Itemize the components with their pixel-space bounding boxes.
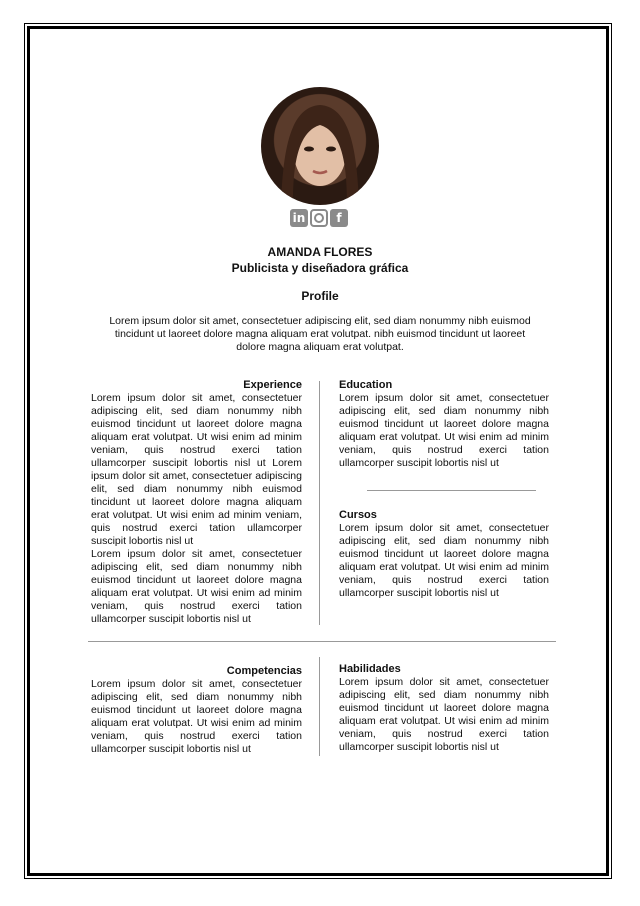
education-heading: Education: [339, 379, 393, 391]
section-divider-main: [88, 641, 556, 642]
portrait-image: [261, 87, 379, 205]
social-links: [290, 209, 348, 229]
experience-heading: Experience: [243, 379, 302, 391]
experience-text-2: Lorem ipsum dolor sit amet, consectetuer adipiscing elit, sed diam nonummy nibh euismod tincidunt ut laoreet dolore magna aliquam erat volutpat. Ut wisi enim ad minim veniam, quis nostrud exerci tation ullamcorper suscipit lobortis nisl ut: [91, 548, 302, 625]
cursos-section: [339, 509, 549, 600]
section-divider-right: [367, 490, 536, 491]
linkedin-icon[interactable]: in: [290, 209, 308, 227]
column-divider-top: [319, 381, 320, 625]
person-name: AMANDA FLORES: [267, 245, 373, 259]
experience-text-1: Lorem ipsum dolor sit amet, consectetuer adipiscing elit, sed diam nonummy nibh euismod tincidunt ut laoreet dolore magna aliquam erat volutpat. Ut wisi enim ad minim veniam, quis nostrud exerci tation ullamcorper suscipit lobortis nisl ut Lorem ipsum dolor sit amet, consectetuer adipiscing elit, sed diam nonummy nibh euismod tincidunt ut laoreet dolore magna aliquam erat volutpat. Ut wisi enim ad minim veniam, quis nostrud exerci tation ullamcorper suscipit lobortis nisl ut: [91, 392, 302, 547]
competencias-heading: Competencias: [226, 665, 302, 677]
education-section: [339, 379, 549, 470]
person-role: Publicista y diseñadora gráfica: [231, 261, 409, 275]
facebook-icon[interactable]: f: [330, 209, 348, 227]
habilidades-section: [339, 663, 549, 754]
cursos-text: Lorem ipsum dolor sit amet, consectetuer adipiscing elit, sed diam nonummy nibh euismod tincidunt ut laoreet dolore magna aliquam erat volutpat. Ut wisi enim ad minim veniam, quis nostrud exerci tation ullamcorper suscipit lobortis nisl ut: [339, 522, 549, 599]
education-text: Lorem ipsum dolor sit amet, consectetuer adipiscing elit, sed diam nonummy nibh euismod tincidunt ut laoreet dolore magna aliquam erat volutpat. Ut wisi enim ad minim veniam, quis nostrud exerci tation ullamcorper suscipit lobortis nisl ut: [339, 392, 549, 469]
habilidades-text: Lorem ipsum dolor sit amet, consectetuer adipiscing elit, sed diam nonummy nibh euismod tincidunt ut laoreet dolore magna aliquam erat volutpat. Ut wisi enim ad minim veniam, quis nostrud exerci tation ullamcorper suscipit lobortis nisl ut: [339, 676, 549, 753]
instagram-icon[interactable]: [310, 209, 328, 227]
profile-heading: Profile: [301, 289, 339, 303]
cursos-heading: Cursos: [339, 509, 377, 521]
competencias-section: [91, 665, 302, 756]
profile-photo: [261, 87, 379, 205]
experience-section: [91, 379, 302, 626]
habilidades-heading: Habilidades: [339, 663, 401, 675]
profile-text: Lorem ipsum dolor sit amet, consectetuer adipiscing elit, sed diam nonummy nibh euismod tincidunt ut laoreet dolore magna aliquam erat volutpat. nibh euismod tincidunt ut laoreet dolore magna aliquam erat volutpat.: [109, 315, 531, 353]
competencias-text: Lorem ipsum dolor sit amet, consectetuer adipiscing elit, sed diam nonummy nibh euismod tincidunt ut laoreet dolore magna aliquam erat volutpat. Ut wisi enim ad minim veniam, quis nostrud exerci tation ullamcorper suscipit lobortis nisl ut: [91, 678, 302, 755]
column-divider-bottom: [319, 657, 320, 756]
